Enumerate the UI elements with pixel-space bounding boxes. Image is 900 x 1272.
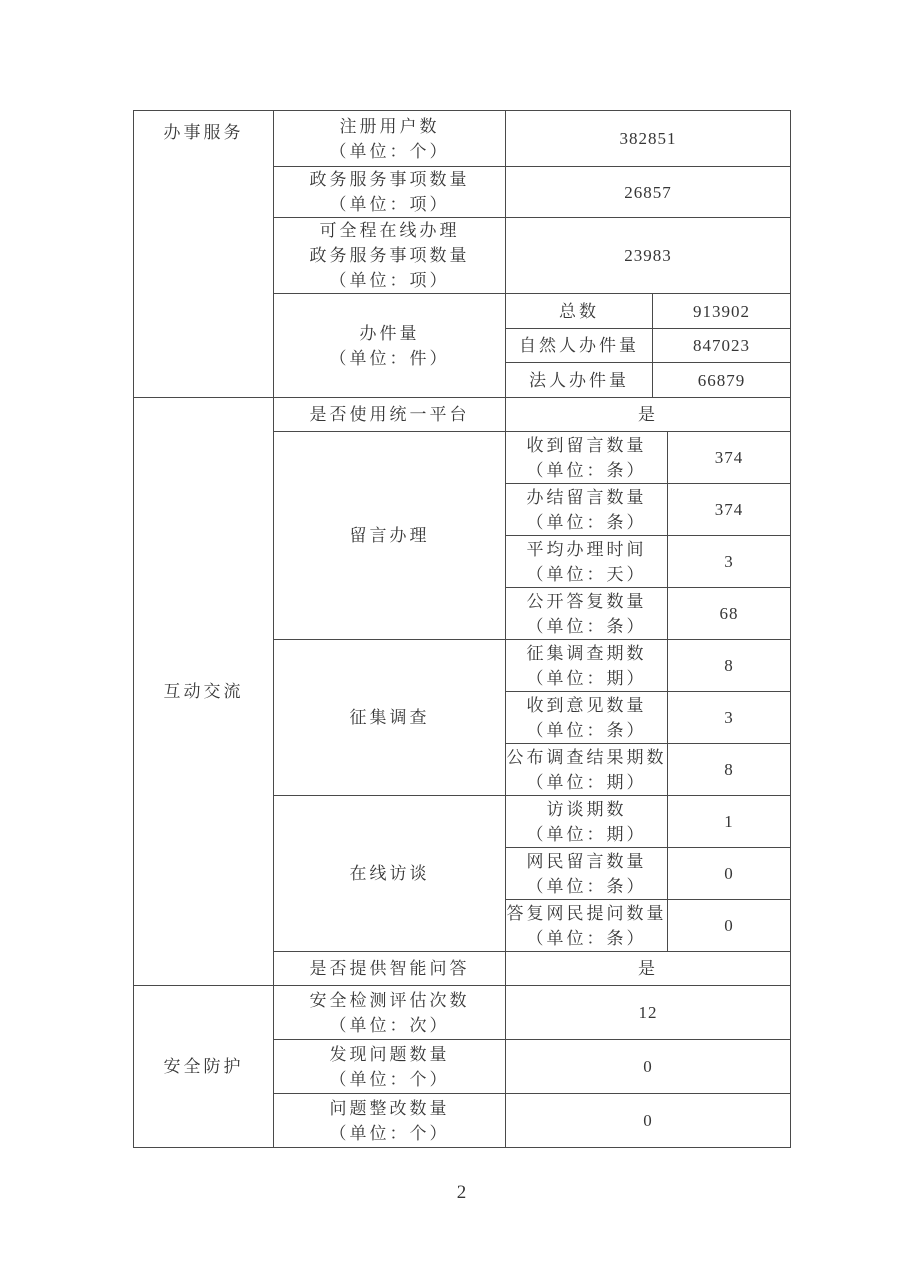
sub-label-cell-messages-public-replies: 公开答复数量 （单位：条） (506, 588, 668, 640)
label-cell-registered-users: 注册用户数 （单位：个） (274, 111, 506, 167)
category-cell-security (134, 986, 274, 1148)
value-cell-interviews-netizen-messages: 0 (668, 848, 791, 900)
table-row (134, 111, 791, 167)
value-cell-messages-avg-time: 3 (668, 536, 791, 588)
sub-label-cell-messages-completed: 办结留言数量 （单位：条） (506, 484, 668, 536)
value-cell-problems-fixed: 0 (506, 1094, 791, 1148)
sub-label-cell-messages-received: 收到留言数量 （单位：条） (506, 432, 668, 484)
category-cell-service (134, 111, 274, 398)
value-cell-service-items: 26857 (506, 167, 791, 218)
value-cell-surveys-results: 8 (668, 744, 791, 796)
label-cell-messages: 留言办理 (274, 432, 506, 640)
sub-label-cell-cases-total: 总数 (506, 294, 653, 329)
value-cell-messages-received: 374 (668, 432, 791, 484)
label-cell-cases: 办件量 （单位：件） (274, 294, 506, 398)
value-cell-cases-natural: 847023 (653, 329, 791, 363)
value-cell-interviews-replies: 0 (668, 900, 791, 952)
value-cell-interviews-periods: 1 (668, 796, 791, 848)
category-label: 互动交流 (163, 682, 244, 701)
table-row (134, 986, 791, 1040)
sub-label-cell-surveys-opinions: 收到意见数量 （单位：条） (506, 692, 668, 744)
sub-label-cell-surveys-periods: 征集调查期数 （单位：期） (506, 640, 668, 692)
value-cell-smart-qa: 是 (506, 952, 791, 986)
value-cell-cases-legal: 66879 (653, 363, 791, 398)
value-cell-registered-users: 382851 (506, 111, 791, 167)
sub-label-cell-interviews-periods: 访谈期数 （单位：期） (506, 796, 668, 848)
value-cell-online-items: 23983 (506, 218, 791, 294)
category-label: 办事服务 (163, 123, 244, 142)
sub-label-cell-cases-legal: 法人办件量 (506, 363, 653, 398)
annual-report-table (133, 110, 791, 1148)
label-cell-problems-fixed: 问题整改数量 （单位：个） (274, 1094, 506, 1148)
value-cell-unified-platform: 是 (506, 398, 791, 432)
label-cell-online-items: 可全程在线办理 政务服务事项数量 （单位：项） (274, 218, 506, 294)
sub-label-cell-messages-avg-time: 平均办理时间 （单位：天） (506, 536, 668, 588)
value-cell-messages-public-replies: 68 (668, 588, 791, 640)
page-number: 2 (456, 1182, 467, 1203)
label-cell-smart-qa: 是否提供智能问答 (274, 952, 506, 986)
label-cell-service-items: 政务服务事项数量 （单位：项） (274, 167, 506, 218)
sub-label-cell-surveys-results: 公布调查结果期数 （单位：期） (506, 744, 668, 796)
label-cell-assessments: 安全检测评估次数 （单位：次） (274, 986, 506, 1040)
value-cell-cases-total: 913902 (653, 294, 791, 329)
label-cell-interviews: 在线访谈 (274, 796, 506, 952)
value-cell-surveys-opinions: 3 (668, 692, 791, 744)
value-cell-problems-found: 0 (506, 1040, 791, 1094)
label-cell-surveys: 征集调查 (274, 640, 506, 796)
value-cell-messages-completed: 374 (668, 484, 791, 536)
label-cell-problems-found: 发现问题数量 （单位：个） (274, 1040, 506, 1094)
label-cell-unified-platform: 是否使用统一平台 (274, 398, 506, 432)
sub-label-cell-cases-natural: 自然人办件量 (506, 329, 653, 363)
sub-label-cell-interviews-replies: 答复网民提问数量 （单位：条） (506, 900, 668, 952)
category-label: 安全防护 (163, 1057, 244, 1076)
sub-label-cell-interviews-netizen-messages: 网民留言数量 （单位：条） (506, 848, 668, 900)
table-row (134, 398, 791, 432)
value-cell-assessments: 12 (506, 986, 791, 1040)
value-cell-surveys-periods: 8 (668, 640, 791, 692)
category-cell-interaction (134, 398, 274, 986)
